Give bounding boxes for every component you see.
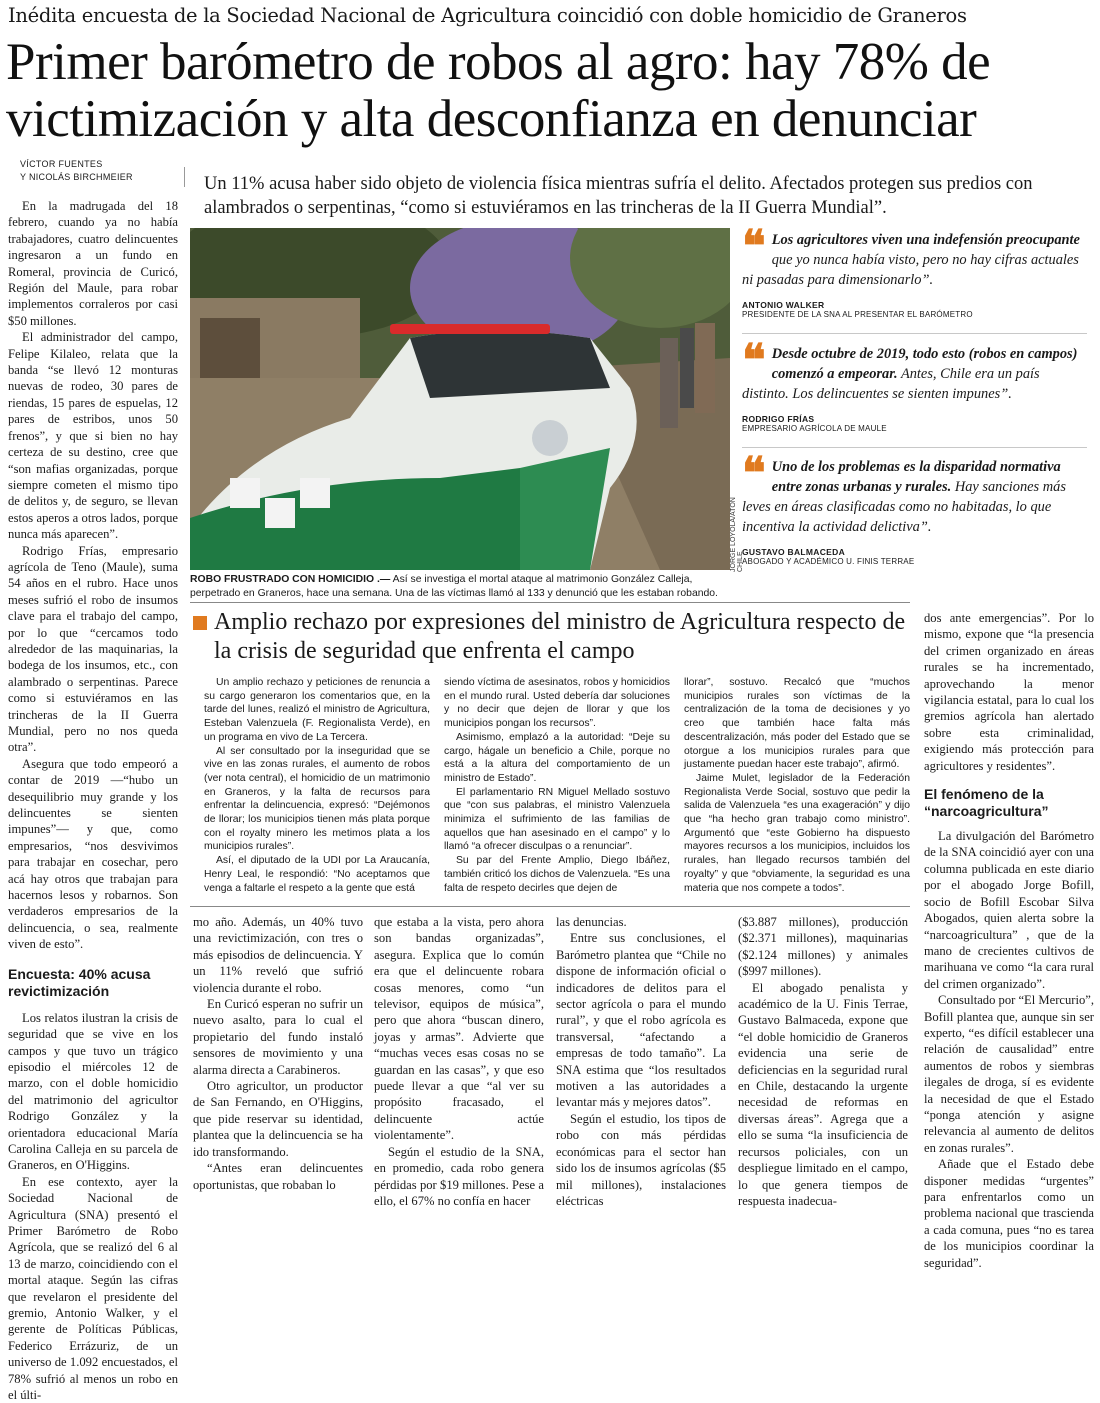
- quote-role: EMPRESARIO AGRÍCOLA DE MAULE: [742, 424, 887, 433]
- quote-author: ANTONIO WALKER: [742, 300, 825, 310]
- paragraph: las denuncias.: [556, 915, 627, 929]
- pull-quote-1: [742, 221, 1087, 319]
- byline-author-1: VÍCTOR FUENTES: [20, 159, 103, 169]
- quote-author: GUSTAVO BALMACEDA: [742, 547, 846, 557]
- police-car-scene-image: [190, 228, 730, 570]
- paragraph: La divulgación del Barómetro de la SNA coincidió ayer con una columna publicada en este diario por el abogado Jorge Bofill, socio de Bofill Escobar Silva Abogados, quien alerta sobre la “narcoagricultura” , que de la mano de crecientes cultivos de marihuana ve como “la cara rural del crimen organizado”.: [924, 829, 1094, 991]
- sidebar-column-1: [204, 676, 430, 895]
- deck-divider: [184, 167, 185, 187]
- paragraph: dos ante emergencias”. Por lo mismo, expone que “la presencia del crimen organizado en áreas rurales se ha incrementado, aprovechando la menor vigilancia estatal, para lo cual los gremios agrícola han alertado sobre esta criminalidad, exigiendo más protección para agricultores y residentes”.: [924, 611, 1094, 773]
- photo-caption: [190, 573, 735, 600]
- paragraph: El abogado penalista y académico de la U. Finis Terrae, Gustavo Balmaceda, expone que “el doble homicidio de Graneros evidencia una serie de deficiencias en la seguridad rural en Chile, destacando la urgente necesidad de reformas en diversas áreas”. Agrega que a ello se suma “la insuficiencia de recursos policiales, con un despliegue limitado en el campo, lo que genera tiempos de respuesta inadecua-: [738, 980, 908, 1208]
- quote-role: PRESIDENTE DE LA SNA AL PRESENTAR EL BARÓMETRO: [742, 310, 973, 319]
- paragraph: Entre sus conclusiones, el Barómetro plantea que “Chile no dispone de información oficial o indicadores de delitos para el sector agrícola o para el mundo rural”, y que el robo agrícola es transversal, “afectando a empresas de todo tamaño”. La SNA estima que “los resultados motiven a las autoridades a levantar más y mejores datos”.: [556, 931, 726, 1110]
- paragraph: Un amplio rechazo y peticiones de renuncia a su cargo generaron los comentarios que, en la tarde del lunes, realizó el ministro de Agricultura, Esteban Valenzuela (F. Regionalista Verde), en un programa en vivo de La Tercera.: [204, 677, 430, 743]
- paragraph: El parlamentario RN Miguel Mellado sostuvo que “con sus palabras, el ministro Valenzuela minimiza el sufrimiento de las familias de aquellos que han asesinado en el campo” y lo llamó “a ofrecer disculpas o a renunciar”.: [444, 786, 670, 853]
- paragraph: En la madrugada del 18 febrero, cuando ya no había trabajadores, cuatro delincuentes ingresaron a un fundo en Romeral, provincia de Curicó, Región del Maule, para robar implementos corraleros por casi $50 millones.: [8, 199, 178, 328]
- paragraph: Jaime Mulet, legislador de la Federación Regionalista Verde Social, sostuvo que pedir la salida de Valenzuela “es una exageración” y dijo que “ha hecho gran trabajo como ministro”. Argumentó que “este Gobierno ha dispuesto mayores recursos a los municipios, incluidos los rurales, han llegado recursos también del royalty” y que “obviamente, la seguridad es una materia que nos compete a todos”.: [684, 772, 910, 894]
- quote-text: [742, 448, 1087, 537]
- paragraph: mo año. Además, un 40% tuvo una revictimización, con tres o más episodios de delincuencia. Y un 11% reveló que sufrió violencia durante el robo.: [193, 915, 363, 995]
- quote-divider: [742, 333, 1087, 334]
- news-photo: [190, 228, 730, 570]
- paragraph: siendo víctima de asesinatos, robos y homicidios en el mundo rural. Usted debería dar soluciones y no decir que dejen de llorar y que los municipios pongan los recursos”.: [444, 677, 670, 730]
- paragraph: Según el estudio, los tipos de robo con más pérdidas económicas para el sector han sido los de insumos agrícolas ($5 mil millones), instalaciones eléctricas: [556, 1111, 726, 1208]
- body-column-4: [556, 914, 726, 1209]
- byline: [20, 158, 185, 184]
- quote-rest: que yo nunca había visto, pero no hay cifras actuales ni pasadas para dimensionarlo”.: [742, 252, 1079, 288]
- body-column-2: [193, 914, 363, 1193]
- quote-text: [742, 335, 1087, 404]
- quote-bold: Los agricultores viven una indefensión preocupante: [771, 232, 1080, 248]
- paragraph: Según el estudio de la SNA, en promedio, cada robo genera pérdidas por $19 millones. Pese a ello, el 67% no confía en hacer: [374, 1144, 544, 1208]
- paragraph: Consultado por “El Mercurio”, Bofill plantea que, aunque sin ser experto, “es difícil establecer una relación de causalidad” entre aumentos de robos y siembras ilegales de droga, sí es evidente la necesidad de que el Estado “ponga atención y asigne relevancia al aumento de delitos en zonas rurales”.: [924, 993, 1094, 1155]
- paragraph: ($3.887 millones), producción ($2.371 millones), maquinarias ($2.124 millones) y animales ($997 millones).: [738, 915, 908, 979]
- paragraph: Asegura que todo empeoró a contar de 2019 —“hubo un desequilibrio muy grande y los delincuentes se sienten impunes”— y que, como empresarios, “nos desvivimos para trabajar en cosechar, pero acá hay otros que trabajan para hacernos lesos y robarnos. Son verdaderos empresarios de la delincuencia, o sea, realmente viven de esto”.: [8, 756, 178, 952]
- body-column-5: [738, 914, 908, 1209]
- quote-rest: Hay sanciones más leves en áreas clasificadas como no habitadas, lo que incentiva la actividad delictiva”.: [742, 479, 1066, 535]
- paragraph: llorar”, sostuvo. Recalcó que “muchos municipios rurales son víctimas de la centralización de la toma de decisiones y yo creo que también hace falta más descentralización, más poder del Estado que se otorgue a los municipios rurales para que justamente puedan hacer este trabajo”, afirmó.: [684, 677, 910, 771]
- byline-author-2: Y NICOLÁS BIRCHMEIER: [20, 172, 133, 182]
- paragraph: Al ser consultado por la inseguridad que se vive en las zonas rurales, el aumento de robos (ver nota central), el homicidio de un matrimonio en Graneros, y la falta de recursos para enfrentar la delincuencia, expresó: “Dejémonos de llorar; los municipios tienen más plata porque con el royalty minero les metimos plata a los municipios rurales”.: [204, 745, 430, 853]
- pull-quote-3: [742, 448, 1087, 566]
- paragraph: que estaba a la vista, pero ahora son bandas organizadas”, asegura. Explica que lo común era que el delincuente robara cosas menores, como “un televisor, equipos de música”, pero que ahora “buscan dinero, joyas y armas”. Advierte que “muchas veces esas cosas no se guardan en las casas”, y que eso puede llevar a que “al ver su propósito fracasado, el delincuente actúe violentamente”.: [374, 915, 544, 1143]
- quote-role: ABOGADO Y ACADÉMICO U. FINIS TERRAE: [742, 557, 915, 566]
- subtitle-encuesta: Encuesta: 40% acusa revictimización: [8, 965, 151, 999]
- subtitle-narcoagricultura: El fenómeno de la “narcoagricultura”: [924, 786, 1049, 820]
- sidebar-bottom-rule: [190, 906, 910, 907]
- quote-author: RODRIGO FRÍAS: [742, 414, 815, 424]
- body-column-1: [8, 198, 178, 1403]
- quote-rest: Antes, Chile era un país distinto. Los delincuentes se sienten impunes”.: [742, 366, 1040, 402]
- caption-label: ROBO FRUSTRADO CON HOMICIDIO .—: [190, 574, 391, 585]
- paragraph: “Antes eran delincuentes oportunistas, que robaban lo: [193, 1161, 363, 1192]
- paragraph: El administrador del campo, Felipe Kilaleo, relata que la banda “se llevó 12 monturas nuevas de rodeo, 30 pares de riendas, 15 pares de espuelas, 12 pares de estribos, unos 50 frenos”, y que si bien no hay certeza de su destino, cree que “son mafias organizadas, porque siempre cometen el mismo tipo de delitos y, de seguro, se llevan estos aperos a otros lados, porque nunca más aparecen”.: [8, 330, 178, 542]
- quote-mark-icon: ❝: [742, 335, 766, 386]
- paragraph: Añade que el Estado debe disponer medidas “urgentes” para enfrentarlos como un problema nacional que trascienda a cada comuna, pues “no es tarea de los municipios coordinar la seguridad”.: [924, 1157, 1094, 1270]
- quote-mark-icon: ❝: [742, 448, 766, 499]
- paragraph: Su par del Frente Amplio, Diego Ibáñez, también criticó los dichos de Valenzuela. “Es una falta de respeto decirles que dejen de: [444, 855, 670, 894]
- quote-divider: [742, 447, 1087, 448]
- body-column-3: [374, 914, 544, 1209]
- quote-mark-icon: ❝: [742, 221, 766, 272]
- caption-text: Así se investiga el mortal ataque al matrimonio González Calleja, perpetrado en Graneros, hace una semana. Una de las víctimas llamó al 133 y denunció que les estaban robando.: [190, 574, 718, 599]
- deck: Un 11% acusa haber sido objeto de violencia física mientras sufría el delito. Afectados protegen sus predios con alambrados o serpentinas, “como si estuviéramos en las trincheras de la II Guerra Mundial”.: [204, 174, 1033, 218]
- headline: Primer barómetro de robos al agro: hay 78% de victimización y alta desconfianza en denunciar: [6, 33, 991, 148]
- photo-credit: JORGE LOYOLA/ATON CHILE: [730, 497, 744, 572]
- quote-text: [742, 221, 1087, 290]
- paragraph: Los relatos ilustran la crisis de seguridad que se vive en los campos y que tuvo un trágico episodio el miércoles 12 de marzo, con el doble homicidio del matrimonio del agricultor Rodrigo González y la orientadora educacional María Carolina Calleja en su parcela de Graneros, en O'Higgins.: [8, 1010, 178, 1173]
- sidebar-top-rule: [190, 602, 910, 603]
- paragraph: Otro agricultor, un productor de San Fernando, en O'Higgins, que pide reservar su identidad, plantea que la delincuencia se ha ido transformando.: [193, 1079, 363, 1159]
- paragraph: Así, el diputado de la UDI por La Araucanía, Henry Leal, le respondió: “No aceptamos que venga a faltarle el respeto a la gente que está: [204, 855, 430, 894]
- quote-bold: Uno de los problemas es la disparidad normativa entre zonas urbanas y rurales.: [771, 459, 1061, 495]
- sidebar-column-3: [684, 676, 910, 895]
- section-marker-icon: [193, 616, 207, 630]
- paragraph: En ese contexto, ayer la Sociedad Nacional de Agricultura (SNA) presentó el Primer Barómetro de Robo Agrícola, que se realizó del 6 al 13 de marzo, coincidiendo con el mortal ataque. Según las cifras que revelaron el presidente del gremio, Antonio Walker, y el gerente de Políticas Públicas, Federico Errázuriz, de un universo de 1.092 encuestados, el 78% sufrió al menos un robo en el últi-: [8, 1174, 178, 1403]
- paragraph: Rodrigo Frías, empresario agrícola de Teno (Maule), suma 54 años en el rubro. Hace unos meses sufrió el robo de insumos clave para el trabajo del campo, por lo que “cercamos todo alrededor de las maquinarias, la bodega de los insumos, etc., con alambrado o serpentinas. Parece como si estuviéramos en las trincheras de la II Guerra Mundial, pero no nos queda otra”.: [8, 543, 178, 755]
- kicker: Inédita encuesta de la Sociedad Nacional de Agricultura coincidió con doble homicidio de Graneros: [8, 4, 967, 27]
- paragraph: Asimismo, emplazó a la autoridad: “Deje su cargo, hágale un beneficio a Chile, porque no está a la altura del comportamiento de un ministro de Estado”.: [444, 731, 670, 784]
- sidebar-column-2: [444, 676, 670, 895]
- pull-quote-2: [742, 335, 1087, 433]
- paragraph: En Curicó esperan no sufrir un nuevo asalto, para lo cual el propietario del fundo instaló sensores de movimiento y una alarma directa a Carabineros.: [193, 997, 363, 1077]
- body-column-6: [924, 610, 1094, 1271]
- quote-bold: Desde octubre de 2019, todo esto (robos en campos) comenzó a empeorar.: [771, 346, 1078, 382]
- sidebar-title: Amplio rechazo por expresiones del ministro de Agricultura respecto de la crisis de seguridad que enfrenta el campo: [214, 609, 906, 664]
